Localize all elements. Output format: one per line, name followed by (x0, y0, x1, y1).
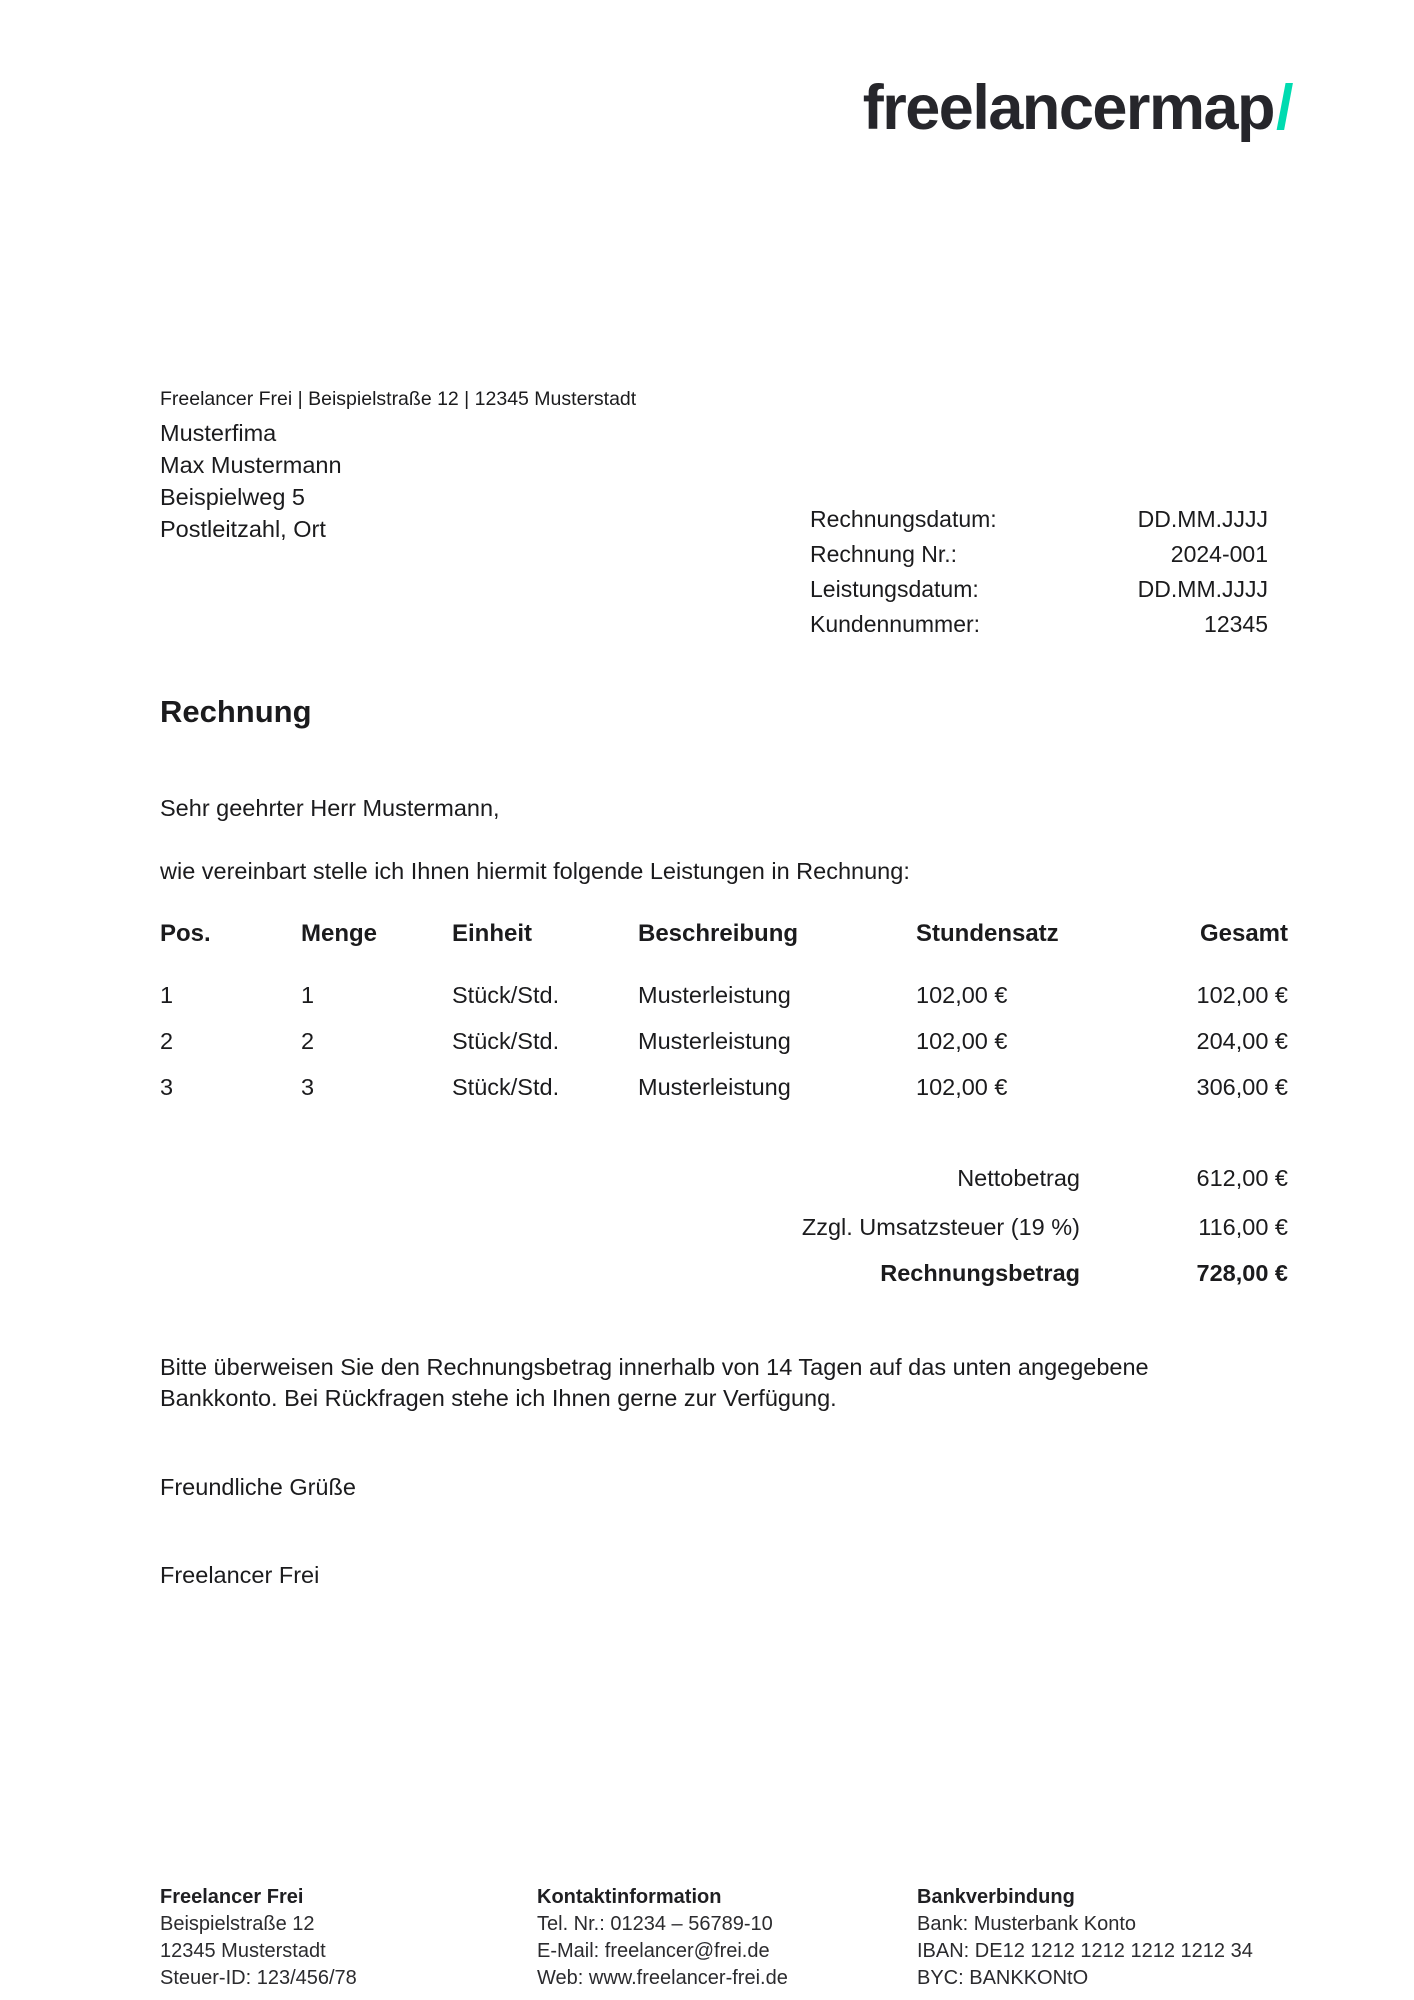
payment-note-line: Bitte überweisen Sie den Rechnungsbetrag innerhalb von 14 Tagen auf das unten angegebene (160, 1354, 1149, 1380)
footer-bank-title: Bankverbindung (917, 1886, 1075, 1908)
cell-einheit: Stück/Std. (452, 1074, 560, 1100)
footer-company-street: Beispielstraße 12 (160, 1913, 315, 1935)
footer-contact-column (537, 1884, 788, 1992)
footer-contact-phone: Tel. Nr.: 01234 – 56789-10 (537, 1913, 773, 1935)
header-menge: Menge (301, 920, 378, 947)
sender-address-line: Freelancer Frei | Beispielstraße 12 | 12345 Musterstadt (160, 388, 637, 410)
table-row (0, 1074, 1414, 1104)
cell-beschreibung: Musterleistung (638, 1028, 791, 1054)
recipient-address-block (160, 417, 342, 545)
meta-value: DD.MM.JJJJ (1137, 576, 1268, 602)
cell-stundensatz: 102,00 € (916, 1074, 1008, 1100)
meta-row-customer-number (810, 611, 1268, 646)
meta-row-invoice-date (810, 506, 1268, 541)
footer-company-column (160, 1884, 357, 1992)
total-value: 116,00 € (1198, 1214, 1288, 1240)
closing-greeting: Freundliche Grüße (160, 1474, 356, 1500)
cell-beschreibung: Musterleistung (638, 982, 791, 1008)
footer-bank-bic: BYC: BANKKONtO (917, 1967, 1089, 1989)
cell-menge: 2 (301, 1028, 315, 1054)
footer-company-taxid: Steuer-ID: 123/456/78 (160, 1967, 357, 1989)
page-title: Rechnung (160, 694, 312, 729)
footer-contact-web: Web: www.freelancer-frei.de (537, 1967, 788, 1989)
header-stundensatz: Stundensatz (916, 920, 1059, 947)
invoice-meta-block (810, 506, 1268, 646)
footer-bank-name: Bank: Musterbank Konto (917, 1913, 1137, 1935)
footer-contact-email: E-Mail: freelancer@frei.de (537, 1940, 770, 1962)
meta-value: 2024-001 (1170, 541, 1268, 567)
total-value: 728,00 € (1196, 1260, 1288, 1286)
salutation: Sehr geehrter Herr Mustermann, (160, 795, 500, 821)
table-row (0, 1028, 1414, 1058)
footer-company-title: Freelancer Frei (160, 1886, 304, 1908)
cell-gesamt: 306,00 € (1196, 1074, 1288, 1100)
meta-row-service-date (810, 576, 1268, 611)
recipient-street: Beispielweg 5 (160, 484, 306, 510)
payment-note (160, 1352, 1340, 1414)
meta-label: Kundennummer: (810, 611, 981, 637)
cell-einheit: Stück/Std. (452, 982, 560, 1008)
total-row-net (0, 1165, 1414, 1195)
cell-beschreibung: Musterleistung (638, 1074, 791, 1100)
cell-gesamt: 102,00 € (1196, 982, 1288, 1008)
header-gesamt: Gesamt (1199, 920, 1288, 947)
logo-slash-icon: / (1275, 73, 1292, 143)
freelancermap-logo (863, 72, 1292, 144)
total-row-grand (0, 1260, 1414, 1290)
cell-pos: 2 (160, 1028, 174, 1054)
logo-wordmark: freelancermap (862, 73, 1274, 143)
cell-einheit: Stück/Std. (452, 1028, 560, 1054)
meta-label: Rechnung Nr.: (810, 541, 958, 567)
cell-menge: 3 (301, 1074, 315, 1100)
footer-bank-column (917, 1884, 1253, 1992)
meta-row-invoice-number (810, 541, 1268, 576)
intro-text: wie vereinbart stelle ich Ihnen hiermit folgende Leistungen in Rechnung: (160, 858, 910, 884)
cell-menge: 1 (301, 982, 315, 1008)
recipient-company: Musterfima (160, 420, 277, 446)
header-beschreibung: Beschreibung (638, 920, 799, 947)
signature-name: Freelancer Frei (160, 1562, 320, 1588)
footer-bank-iban: IBAN: DE12 1212 1212 1212 1212 34 (917, 1940, 1253, 1962)
cell-pos: 3 (160, 1074, 174, 1100)
header-pos: Pos. (160, 920, 211, 947)
total-row-vat (0, 1214, 1414, 1244)
payment-note-line: Bankkonto. Bei Rückfragen stehe ich Ihnen gerne zur Verfügung. (160, 1385, 837, 1411)
meta-value: DD.MM.JJJJ (1137, 506, 1268, 532)
footer-company-city: 12345 Musterstadt (160, 1940, 326, 1962)
total-label: Zzgl. Umsatzsteuer (19 %) (801, 1214, 1080, 1240)
meta-value: 12345 (1204, 611, 1268, 637)
table-header-row (0, 920, 1414, 950)
meta-label: Leistungsdatum: (810, 576, 979, 602)
total-value: 612,00 € (1196, 1165, 1288, 1191)
meta-label: Rechnungsdatum: (810, 506, 997, 532)
cell-pos: 1 (160, 982, 174, 1008)
footer-contact-title: Kontaktinformation (537, 1886, 722, 1908)
recipient-name: Max Mustermann (160, 452, 342, 478)
cell-stundensatz: 102,00 € (916, 1028, 1008, 1054)
recipient-city: Postleitzahl, Ort (160, 516, 326, 542)
cell-gesamt: 204,00 € (1196, 1028, 1288, 1054)
table-row (0, 982, 1414, 1012)
total-label: Rechnungsbetrag (880, 1260, 1080, 1286)
cell-stundensatz: 102,00 € (916, 982, 1008, 1008)
header-einheit: Einheit (452, 920, 533, 947)
total-label: Nettobetrag (957, 1165, 1080, 1191)
